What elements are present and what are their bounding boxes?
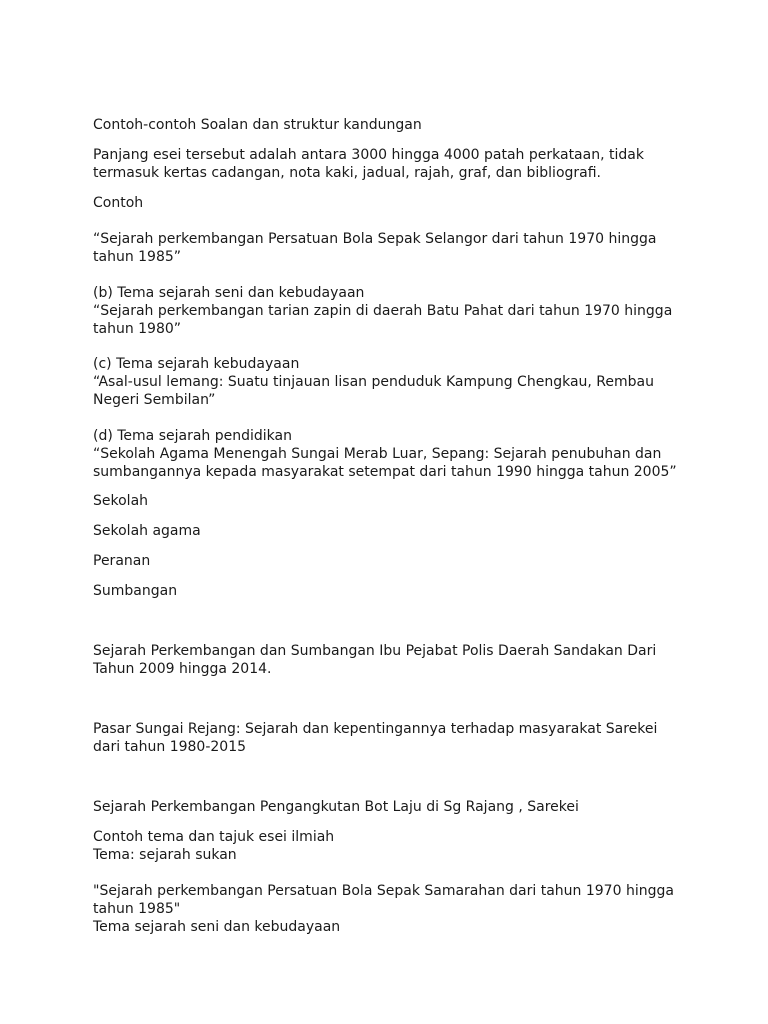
theme-c-line-2: Negeri Sembilan” (93, 392, 216, 408)
theme-b-line-1: “Sejarah perkembangan tarian zapin di daerah Batu Pahat dari tahun 1970 hingga (93, 303, 673, 319)
theme-b-line-2: tahun 1980” (93, 321, 182, 337)
last-paragraph-line-3: Tema sejarah seni dan kebudayaan (93, 919, 341, 935)
tema-line-1: Contoh tema dan tajuk esei ilmiah (93, 829, 335, 845)
theme-c-line-1: “Asal-usul lemang: Suatu tinjauan lisan penduduk Kampung Chengkau, Rembau (93, 374, 654, 390)
last-paragraph-line-2: tahun 1985" (93, 901, 181, 917)
theme-c-heading: (c) Tema sejarah kebudayaan (93, 356, 300, 372)
intro-line-1: Panjang esei tersebut adalah antara 3000 hingga 4000 patah perkataan, tidak (93, 147, 644, 163)
keyword-peranan: Peranan (93, 553, 151, 569)
document-heading: Contoh-contoh Soalan dan struktur kandungan (93, 117, 422, 133)
paragraph-2-line-2: dari tahun 1980-2015 (93, 739, 247, 755)
paragraph-1-line-2: Tahun 2009 hingga 2014. (93, 661, 272, 677)
paragraph-1-line-1: Sejarah Perkembangan dan Sumbangan Ibu Pejabat Polis Daerah Sandakan Dari (93, 643, 657, 659)
tema-line-2: Tema: sejarah sukan (93, 847, 237, 863)
theme-b-heading: (b) Tema sejarah seni dan kebudayaan (93, 285, 365, 301)
keyword-sekolah-agama: Sekolah agama (93, 523, 201, 539)
keyword-sumbangan: Sumbangan (93, 583, 178, 599)
last-paragraph-line-1: "Sejarah perkembangan Persatuan Bola Sepak Samarahan dari tahun 1970 hingga (93, 883, 674, 899)
paragraph-2-line-1: Pasar Sungai Rejang: Sejarah dan kepentingannya terhadap masyarakat Sarekei (93, 721, 658, 737)
contoh-label: Contoh (93, 195, 144, 211)
example-1-line-1: “Sejarah perkembangan Persatuan Bola Sepak Selangor dari tahun 1970 hingga (93, 231, 657, 247)
paragraph-3-line-1: Sejarah Perkembangan Pengangkutan Bot Laju di Sg Rajang , Sarekei (93, 799, 579, 815)
theme-d-heading: (d) Tema sejarah pendidikan (93, 428, 292, 444)
example-1-line-2: tahun 1985” (93, 249, 182, 265)
keyword-sekolah: Sekolah (93, 493, 149, 509)
theme-d-line-2: sumbangannya kepada masyarakat setempat dari tahun 1990 hingga tahun 2005” (93, 464, 677, 480)
intro-line-2: termasuk kertas cadangan, nota kaki, jadual, rajah, graf, dan bibliografi. (93, 165, 602, 181)
theme-d-line-1: “Sekolah Agama Menengah Sungai Merab Luar, Sepang: Sejarah penubuhan dan (93, 446, 662, 462)
